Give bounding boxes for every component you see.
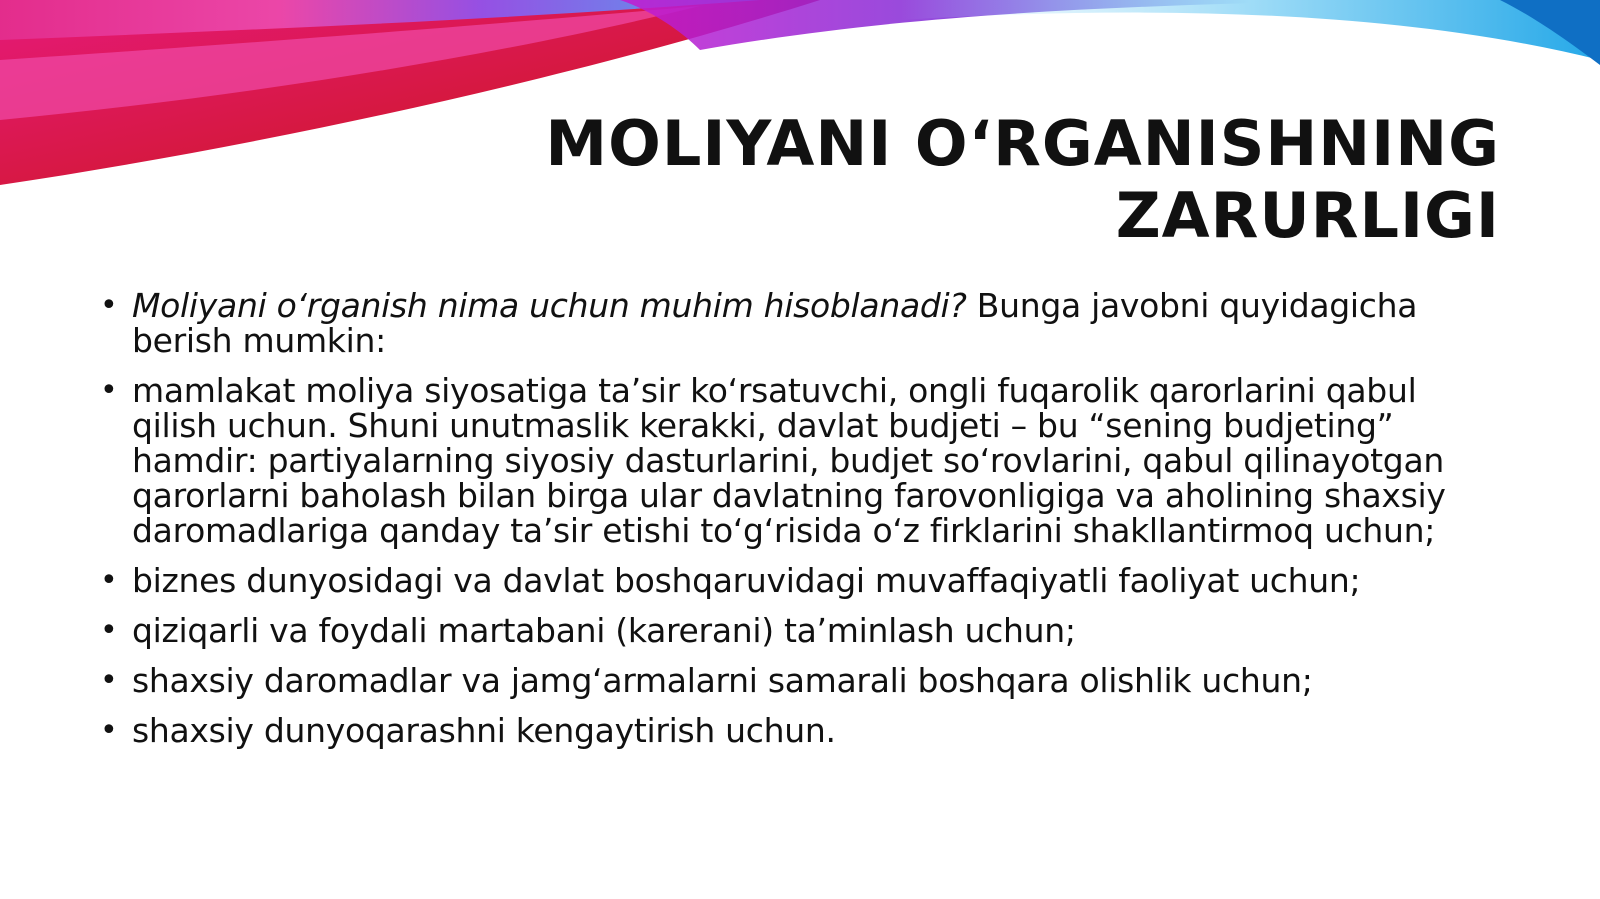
slide-title: [400, 108, 1500, 252]
list-item: [100, 713, 1495, 748]
bullet-list: [100, 288, 1495, 763]
list-item-text: shaxsiy daromadlar va jamg‘armalarni samarali boshqara olishlik uchun;: [132, 661, 1313, 700]
bullet-icon: •: [100, 713, 118, 748]
bullet-icon: •: [100, 613, 118, 648]
list-item: [100, 563, 1495, 598]
list-item-text: biznes dunyosidagi va davlat boshqaruvidagi muvaffaqiyatli faoliyat uchun;: [132, 561, 1361, 600]
slide-title-line1: MOLIYANI O‘RGANISHNING: [545, 107, 1500, 180]
list-item: [100, 373, 1495, 548]
list-item: [100, 613, 1495, 648]
bullet-icon: •: [100, 563, 118, 598]
list-item-text: qiziqarli va foydali martabani (karerani) ta’minlash uchun;: [132, 611, 1076, 650]
list-item-text: shaxsiy dunyoqarashni kengaytirish uchun.: [132, 711, 836, 750]
bullet-icon: •: [100, 373, 118, 408]
list-item: [100, 663, 1495, 698]
bullet-icon: •: [100, 288, 118, 323]
bullet-icon: •: [100, 663, 118, 698]
list-item-text: Bunga javobni quyidagicha berish mumkin:: [132, 286, 1418, 360]
list-item-italic: Moliyani o‘rganish nima uchun muhim hisoblanadi?: [132, 286, 967, 325]
list-item: [100, 288, 1495, 358]
slide-title-line2: ZARURLIGI: [1115, 179, 1500, 252]
list-item-text: mamlakat moliya siyosatiga ta’sir ko‘rsatuvchi, ongli fuqarolik qarorlarini qabul qilish uchun. Shuni unutmaslik kerakki, davlat budjeti – bu “sening budjeting” hamdir: partiyalarning siyosiy dasturlarini, budjet so‘rovlarini, qabul qilinayotgan qarorlarni baholash bilan birga ular davlatning farovonligiga va aholining shaxsiy daromadlariga qanday ta’sir etishi to‘g‘risida o‘z firklarini shakllantirmoq uchun;: [132, 371, 1446, 550]
